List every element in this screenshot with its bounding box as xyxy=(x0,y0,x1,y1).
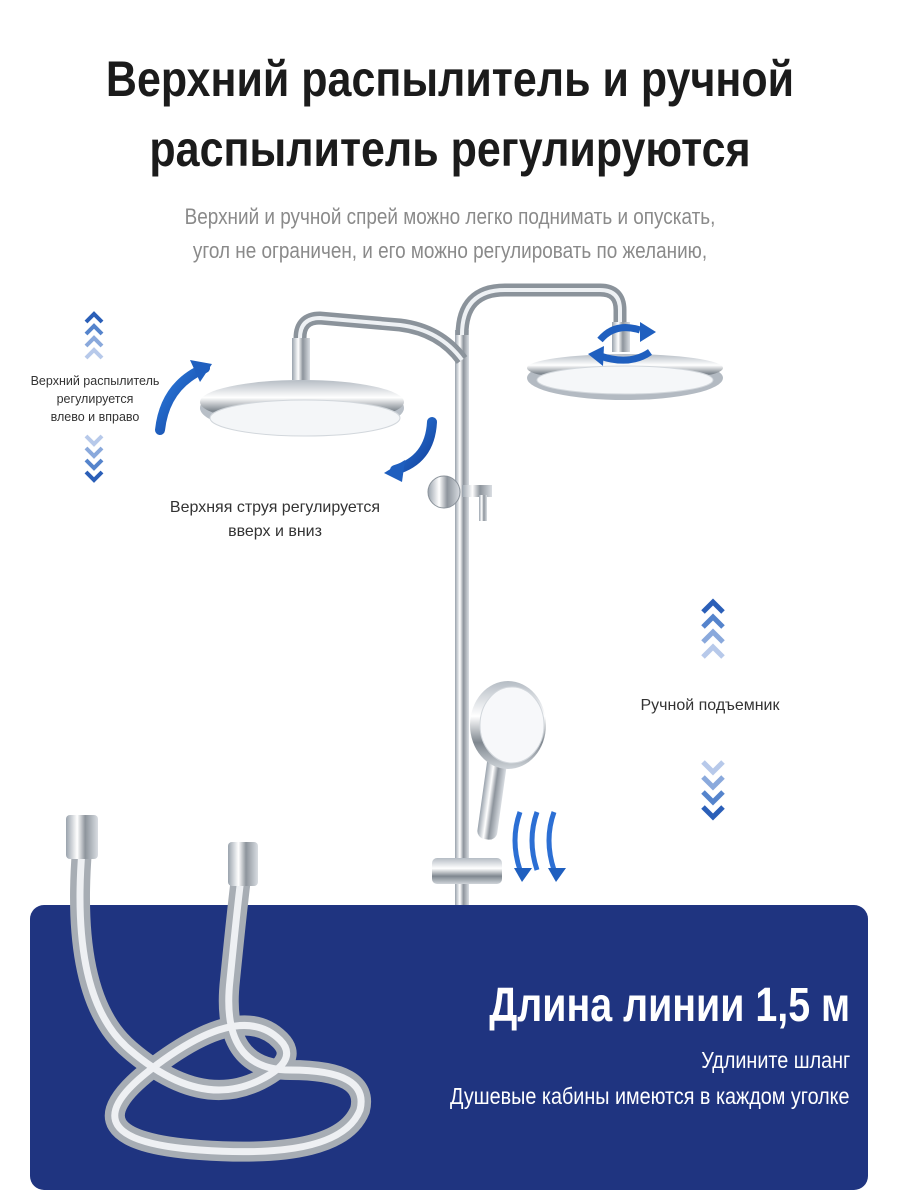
caption-left-line-2: регулируется xyxy=(56,392,134,406)
subtitle-line-1: Верхний и ручной спрей можно легко поднимать и опускать, xyxy=(184,204,716,229)
title-line-2: распылитель регулируются xyxy=(149,121,751,177)
caption-hand-lift: Ручной подъемник xyxy=(640,697,780,714)
caption-mid-line-1: Верхняя струя регулируется xyxy=(169,499,381,516)
caption-left-line-3: влево и вправо xyxy=(50,410,140,424)
title-line-1: Верхний распылитель и ручной xyxy=(105,51,795,107)
panel-line-2: Душевые кабины имеются в каждом уголке xyxy=(450,1083,850,1109)
panel-heading: Длина линии 1,5 м xyxy=(489,979,850,1032)
hose-connector xyxy=(228,842,258,886)
hose-connector xyxy=(66,815,98,859)
subtitle-line-2: угол не ограничен, и его можно регулировать по желанию, xyxy=(192,238,708,263)
panel-line-1: Удлините шланг xyxy=(700,1047,850,1073)
hose xyxy=(80,850,361,1152)
caption-mid-line-2: вверх и вниз xyxy=(228,523,322,540)
caption-left-line-1: Верхний распылитель xyxy=(30,374,160,388)
